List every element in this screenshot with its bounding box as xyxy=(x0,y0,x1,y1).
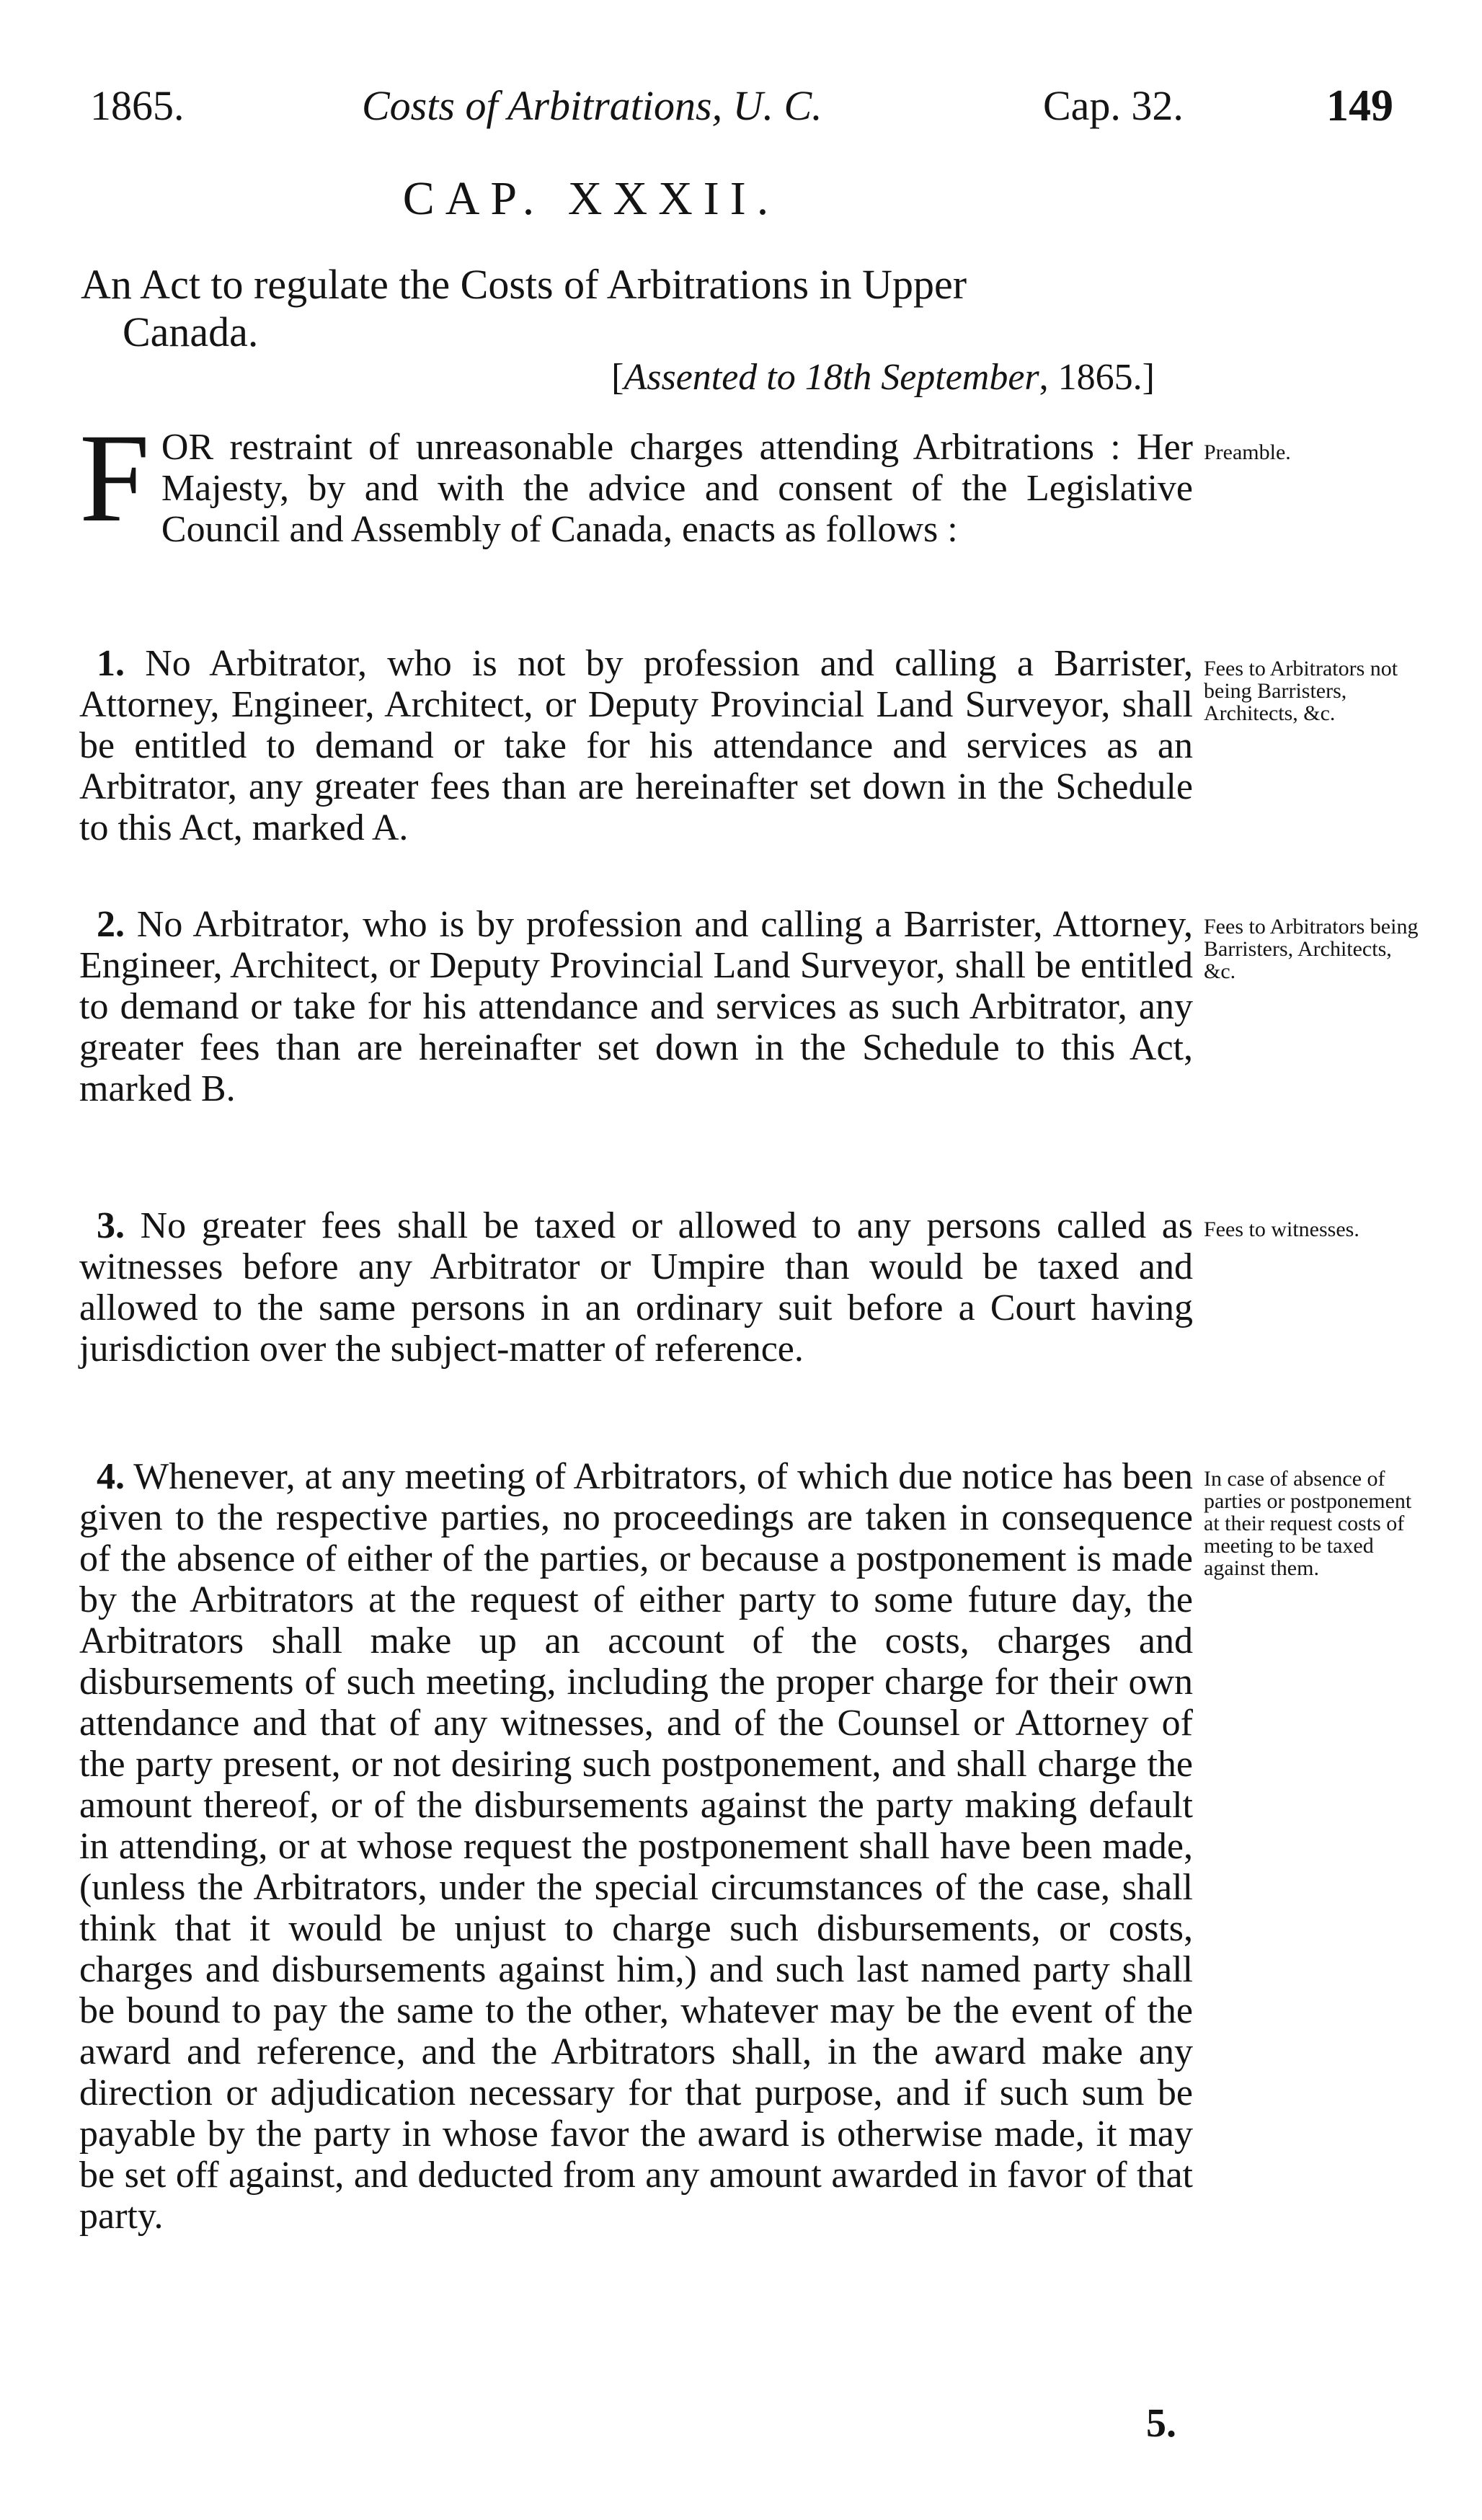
section-2 xyxy=(79,904,1193,1109)
act-title-line-2: Canada. xyxy=(123,309,259,355)
section-number: 2. xyxy=(97,904,125,945)
margin-note-section-4: In case of absence of parties or postponement at their request costs of meeting to be taxed against them. xyxy=(1204,1467,1412,1580)
act-title xyxy=(81,261,1205,356)
preamble-text: OR restraint of unreasonable charges attending Arbitrations : Her Majesty, by and with the advice and consent of the Legislative Council and Assembly of Canada, enacts as follows : xyxy=(161,427,1193,550)
act-title-line-1: An Act to regulate the Costs of Arbitrations in Upper xyxy=(81,261,967,308)
section-text: No Arbitrator, who is by profession and calling a Barrister, Attorney, Engineer, Architect, or Deputy Provincial Land Surveyor, shall be entitled to demand or take for his attendance and services as such Arbitrator, any greater fees than are hereinafter set down in the Schedule to this Act, marked B. xyxy=(79,904,1194,1109)
assent-italic: Assented to 18th September xyxy=(624,357,1039,398)
section-number: 3. xyxy=(97,1205,125,1246)
chapter-heading: CAP. XXXII. xyxy=(402,172,780,225)
section-3 xyxy=(79,1205,1193,1370)
margin-note-section-1: Fees to Arbitrators not being Barristers, Architects, &c. xyxy=(1204,657,1398,725)
catchword: 5. xyxy=(1146,2401,1176,2446)
margin-note-preamble: Preamble. xyxy=(1204,440,1291,464)
page-number: 149 xyxy=(1326,81,1393,130)
section-number: 1. xyxy=(97,643,125,684)
section-1 xyxy=(79,643,1193,848)
assent-date xyxy=(526,359,1155,396)
margin-note-section-2: Fees to Arbitrators being Barristers, Architects, &c. xyxy=(1204,915,1419,983)
running-head-year: 1865. xyxy=(90,82,185,129)
section-text: Whenever, at any meeting of Arbitrators, of which due notice has been given to the respective parties, no proceedings are taken in consequence of the absence of either of the parties, or because a postponement is made by the Arbitrators at the request of either party to some future day, the Arbitrators shall make up an account of the costs, charges and disbursements of such meeting, including the proper charge for their own attendance and that of any witnesses, and of the Counsel or Attorney of the party present, or not desiring such postponement, and shall charge the amount thereof, or of the disbursements against the party making default in attending, or at whose request the postponement shall have been made, (unless the Arbitrators, under the special circumstances of the case, shall think that it would be unjust to charge such disbursements, or costs, charges and disbursements against him,) and such last named party shall be bound to pay the same to the other, whatever may be the event of the award and reference, and the Arbitrators shall, in the award make any direction or adjudication necessary for that purpose, and if such sum be payable by the party in whose favor the award is otherwise made, it may be set off against, and deducted from any amount awarded in favor of that party. xyxy=(79,1456,1194,2237)
section-number: 4. xyxy=(97,1456,125,1497)
section-4 xyxy=(79,1456,1193,2237)
running-head-title: Costs of Arbitrations, U. C. xyxy=(362,82,822,129)
margin-note-section-3: Fees to witnesses. xyxy=(1204,1217,1359,1241)
section-text: No Arbitrator, who is not by profession and calling a Barrister, Attorney, Engineer, Architect, or Deputy Provincial Land Surveyor, shall be entitled to demand or take for his attendance and services as an Arbitrator, any greater fees than are hereinafter set down in the Schedule to this Act, marked A. xyxy=(79,643,1193,848)
section-text: No greater fees shall be taxed or allowed to any persons called as witnesses before any Arbitrator or Umpire than would be taxed and allowed to the same persons in an ordinary suit before a Court having jurisdiction over the subject-matter of reference. xyxy=(79,1205,1194,1370)
assent-open-bracket: [ xyxy=(611,357,624,398)
assent-rest: , 1865.] xyxy=(1039,357,1155,398)
drop-cap: F xyxy=(79,408,150,549)
running-head-chapter: Cap. 32. xyxy=(1043,82,1184,129)
preamble-paragraph xyxy=(79,408,1193,550)
